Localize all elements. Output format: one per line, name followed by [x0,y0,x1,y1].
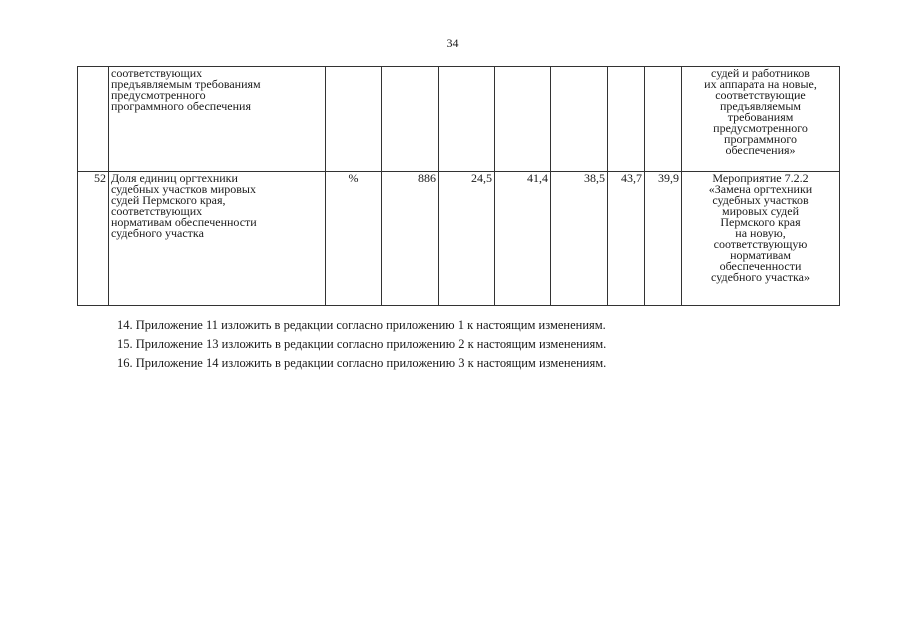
measure-line: «Замена оргтехники [708,182,813,196]
amendment-item: 15. Приложение 13 изложить в редакции согласно приложению 2 к настоящим изменениям. [117,337,607,351]
measure-line: соответствующую [713,237,808,251]
measure-line: судебного участка» [711,270,810,284]
measure-line: на новую, [735,226,786,240]
measure-line: предъявляемым [719,99,801,113]
measure-line: предусмотренного [713,121,808,135]
indicator-line: судебного участка [111,226,204,240]
measure-line: соответствующие [715,88,806,102]
value-cell [608,67,645,172]
value-cell [495,67,551,172]
value-cell: 24,5 [439,172,495,306]
measure-line: нормативам [730,248,791,262]
value-cell [551,67,608,172]
measure-line: программного [724,132,797,146]
measure-line: обеспечения» [725,143,796,157]
table-row [78,172,840,306]
indicator-line: судей Пермского края, [111,193,226,207]
row-number-cell: 52 [78,172,109,306]
value-cell [382,67,439,172]
indicator-line: судебных участков мировых [111,182,256,196]
measure-cell [682,172,840,306]
measure-line: требованиям [727,110,794,124]
measure-line: их аппарата на новые, [704,77,817,91]
value-cell: 41,4 [495,172,551,306]
indicator-line: предусмотренного [111,88,206,102]
amendment-item: 16. Приложение 14 изложить в редакции согласно приложению 3 к настоящим изменениям. [117,356,607,370]
indicator-line: нормативам обеспеченности [111,215,257,229]
indicator-cell [109,67,326,172]
indicators-table [77,66,840,306]
amendment-notes [117,316,606,373]
indicator-line: соответствующих [111,66,203,80]
measure-line: Пермского края [720,215,801,229]
value-cell [439,67,495,172]
unit-cell [326,67,382,172]
indicator-cell [109,172,326,306]
indicator-line: предъявляемым требованиям [111,77,261,91]
measure-line: обеспеченности [719,259,802,273]
amendment-item: 14. Приложение 11 изложить в редакции согласно приложению 1 к настоящим изменениям. [117,318,606,332]
value-cell: 886 [382,172,439,306]
unit-cell: % [326,172,382,306]
value-cell: 43,7 [608,172,645,306]
value-cell: 39,9 [645,172,682,306]
indicator-line: Доля единиц оргтехники [111,171,238,185]
table-row [78,67,840,172]
indicator-line: программного обеспечения [111,99,251,113]
measure-line: Мероприятие 7.2.2 [712,171,809,185]
measure-cell [682,67,840,172]
row-number-cell [78,67,109,172]
measure-line: судей и работников [711,66,810,80]
measure-line: мировых судей [721,204,799,218]
value-cell [645,67,682,172]
value-cell: 38,5 [551,172,608,306]
measure-line: судебных участков [712,193,809,207]
page-number: 34 [446,36,459,50]
indicator-line: соответствующих [111,204,203,218]
